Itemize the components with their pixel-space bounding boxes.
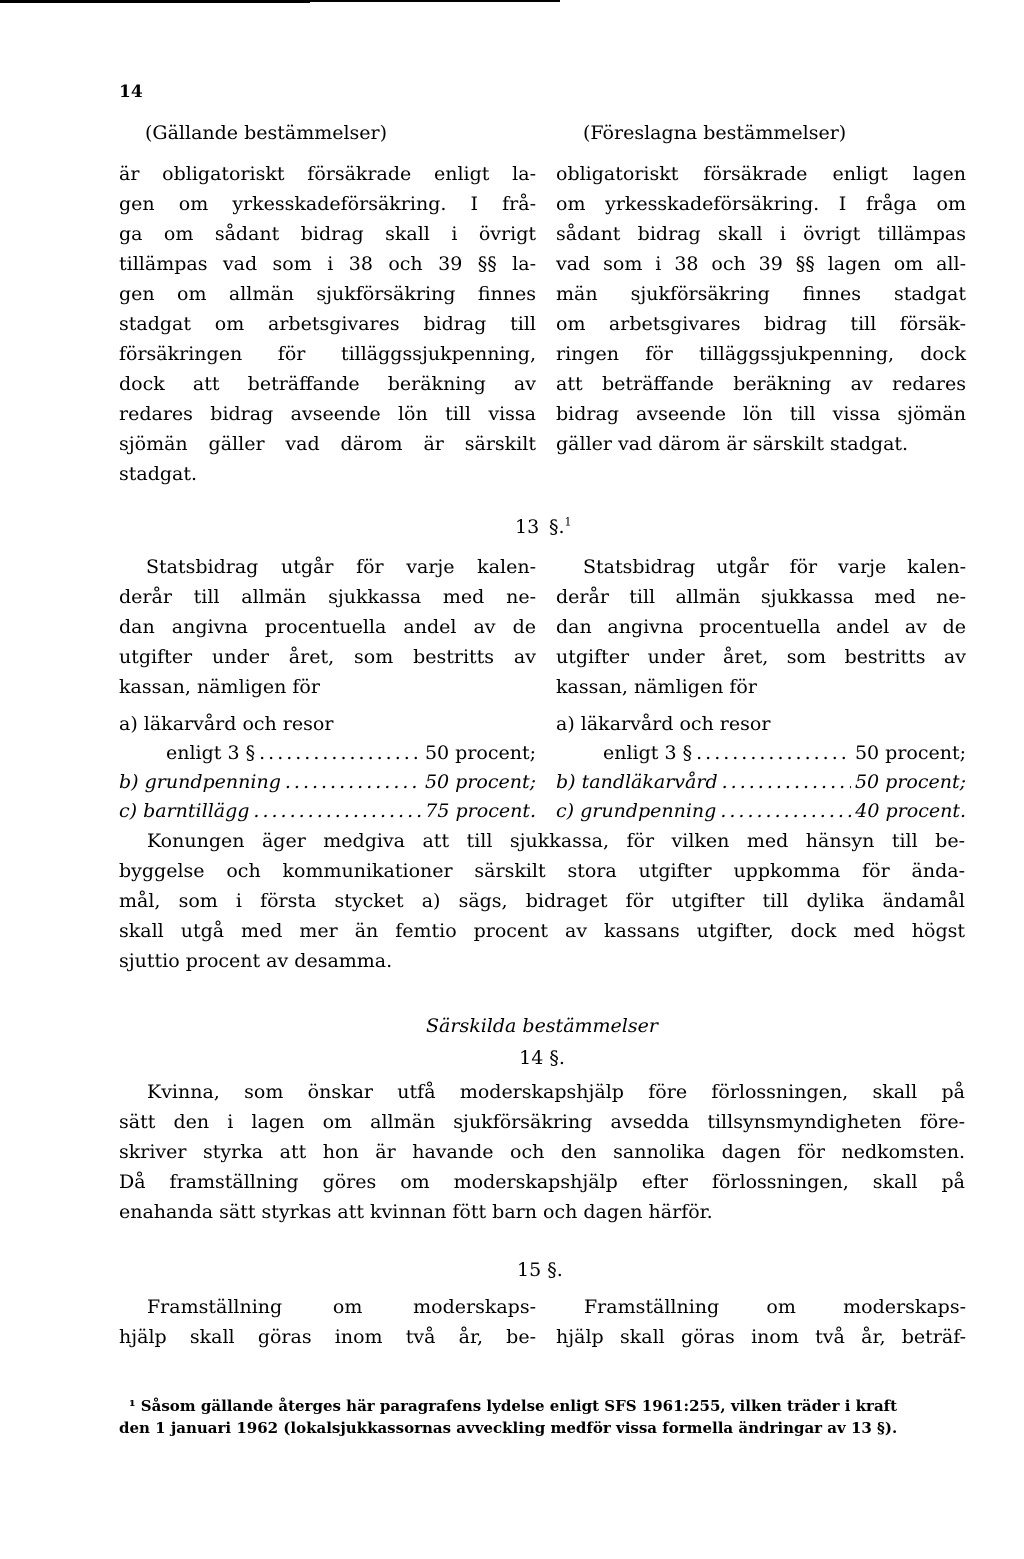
text-line: derår till allmän sjukkassa med ne-: [119, 586, 536, 608]
text-line: Konungen äger medgiva att till sjukkassa, för vilken med hänsyn till be-: [147, 830, 965, 852]
text-line: är obligatoriskt försäkrade enligt la-: [119, 163, 536, 185]
text-line: hjälp skall göras inom två år, be-: [119, 1326, 536, 1348]
text-line: Då framställning göres om moderskapshjälp efter förlossningen, skall på: [119, 1171, 965, 1193]
list-item: enligt 3 § ..... 50 procent;: [556, 739, 966, 768]
text-line: Kvinna, som önskar utfå moderskapshjälp före förlossningen, skall på: [147, 1081, 965, 1103]
header-current-provisions: (Gällande bestämmelser): [145, 122, 388, 144]
list-item: c) barntillägg ..... 75 procent.: [119, 797, 536, 826]
text-line: män sjukförsäkring finnes stadgat: [556, 283, 966, 305]
text-line: obligatoriskt försäkrade enligt lagen: [556, 163, 966, 185]
leader-dots: [253, 797, 421, 826]
text-line: om arbetsgivares bidrag till försäk-: [556, 313, 966, 335]
text-line: utgifter under året, som bestritts av: [119, 646, 536, 668]
page-number: 14: [119, 82, 143, 102]
text-line: enahanda sätt styrkas att kvinnan fött barn och dagen härför.: [119, 1201, 713, 1223]
text-line: kassan, nämligen för: [556, 676, 757, 698]
leader-dots: [259, 739, 421, 768]
section-14-heading: 14 §.: [519, 1047, 565, 1069]
text-line: dan angivna procentuella andel av de: [119, 616, 536, 638]
text-line: dan angivna procentuella andel av de: [556, 616, 966, 638]
text-line: skall utgå med mer än femtio procent av kassans utgifter, dock med högst: [119, 920, 965, 942]
text-line: sjuttio procent av desamma.: [119, 950, 393, 972]
list-item: enligt 3 § ..... 50 procent;: [119, 739, 536, 768]
list-item: b) grundpenning ..... 50 procent;: [119, 768, 536, 797]
right-intro-paragraph: [556, 159, 966, 459]
text-line: utgifter under året, som bestritts av: [556, 646, 966, 668]
special-provisions-heading: Särskilda bestämmelser: [426, 1015, 658, 1037]
text-line: stadgat om arbetsgivares bidrag till: [119, 313, 536, 335]
footnote-line: den 1 januari 1962 (lokalsjukkassornas avveckling medför vissa formella ändringar av 13 §).: [119, 1419, 898, 1437]
text-line: skriver styrka att hon är havande och den sannolika dagen för nedkomsten.: [119, 1141, 965, 1163]
text-line: Statsbidrag utgår för varje kalen-: [146, 556, 536, 578]
leader-dots: [696, 739, 851, 768]
text-line: gen om allmän sjukförsäkring finnes: [119, 283, 536, 305]
text-line: kassan, nämligen för: [119, 676, 320, 698]
text-line: att beträffande beräkning av redares: [556, 373, 966, 395]
text-line: bidrag avseende lön till vissa sjömän: [556, 403, 966, 425]
text-line: Statsbidrag utgår för varje kalen-: [583, 556, 966, 578]
text-line: byggelse och kommunikationer särskilt stora utgifter uppkomma för ända-: [119, 860, 965, 882]
left-section-15-paragraph: [119, 1292, 536, 1352]
text-line: tillämpas vad som i 38 och 39 §§ la-: [119, 253, 536, 275]
list-item: c) grundpenning ..... 40 procent.: [556, 797, 966, 826]
text-line: dock att beträffande beräkning av: [119, 373, 536, 395]
left-section-13-paragraph: [119, 552, 536, 702]
text-line: ga om sådant bidrag skall i övrigt: [119, 223, 536, 245]
text-line: om yrkesskadeförsäkring. I fråga om: [556, 193, 966, 215]
left-subsidy-list: [119, 710, 536, 826]
left-intro-paragraph: [119, 159, 536, 489]
text-line: sjömän gäller vad därom är särskilt: [119, 433, 536, 455]
list-item: a) läkarvård och resor: [119, 713, 334, 735]
scan-edge-bar: [0, 0, 310, 3]
footnote-marker: 1: [564, 515, 572, 529]
list-item: b) tandläkarvård ..... 50 procent;: [556, 768, 966, 797]
text-line: sätt den i lagen om allmän sjukförsäkring avsedda tillsynsmyndigheten före-: [119, 1111, 965, 1133]
section-13-sign: §.$^1$: [549, 515, 572, 538]
leader-dots: [285, 768, 421, 797]
section-15-heading: 15 §.: [517, 1259, 563, 1281]
text-line: hjälp skall göras inom två år, beträf-: [556, 1326, 966, 1348]
right-section-13-paragraph: [556, 552, 966, 702]
leader-dots: [722, 768, 851, 797]
text-line: derår till allmän sjukkassa med ne-: [556, 586, 966, 608]
section-14-paragraph: [119, 1077, 965, 1227]
section-13-number: 13: [515, 516, 540, 538]
text-line: gäller vad därom är särskilt stadgat.: [556, 433, 909, 455]
konungen-paragraph: [119, 826, 965, 976]
leader-dots: [720, 797, 851, 826]
footnote-line: ¹ Såsom gällande återges här paragrafens lydelse enligt SFS 1961:255, vilken träder i kraft: [129, 1397, 898, 1415]
text-line: försäkringen för tilläggssjukpenning,: [119, 343, 536, 365]
text-line: stadgat.: [119, 463, 198, 485]
text-line: redares bidrag avseende lön till vissa: [119, 403, 536, 425]
text-line: sådant bidrag skall i övrigt tillämpas: [556, 223, 966, 245]
text-line: mål, som i första stycket a) sägs, bidraget för utgifter till dylika ändamål: [119, 890, 965, 912]
right-section-15-paragraph: [556, 1292, 966, 1352]
right-subsidy-list: [556, 710, 966, 826]
list-item: a) läkarvård och resor: [556, 713, 771, 735]
text-line: Framställning om moderskaps-: [147, 1296, 536, 1318]
text-line: gen om yrkesskadeförsäkring. I frå-: [119, 193, 536, 215]
text-line: ringen för tilläggssjukpenning, dock: [556, 343, 966, 365]
text-line: vad som i 38 och 39 §§ lagen om all-: [556, 253, 966, 275]
text-line: Framställning om moderskaps-: [584, 1296, 966, 1318]
header-proposed-provisions: (Föreslagna bestämmelser): [583, 122, 847, 144]
scan-edge-bar: [310, 0, 560, 2]
footnote: [119, 1395, 967, 1439]
